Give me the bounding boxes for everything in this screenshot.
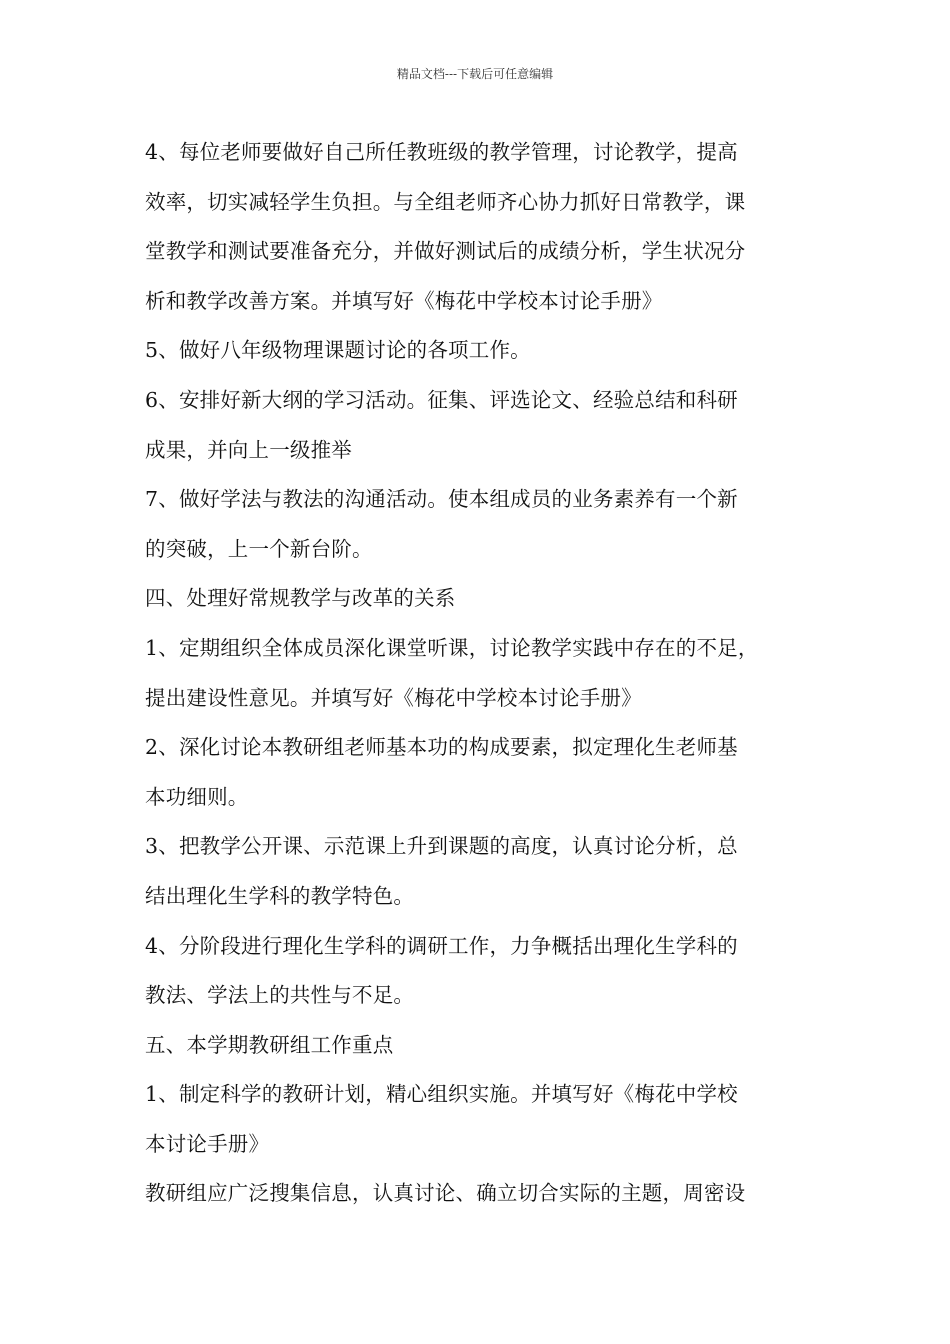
- text-line: 6、安排好新大纲的学习活动。征集、评选论文、经验总结和科研: [145, 387, 738, 412]
- text-line: 教法、学法上的共性与不足。: [145, 983, 415, 1008]
- text-line: 结出理化生学科的教学特色。: [145, 883, 415, 908]
- text-line: 效率，切实减轻学生负担。与全组老师齐心协力抓好日常教学，课: [145, 189, 746, 214]
- text-line: 教研组应广泛搜集信息，认真讨论、确立切合实际的主题，周密设: [145, 1181, 746, 1206]
- text-line: 5、做好八年级物理课题讨论的各项工作。: [145, 338, 531, 363]
- text-line: 1、定期组织全体成员深化课堂听课，讨论教学实践中存在的不足，: [145, 635, 759, 660]
- text-line: 的突破，上一个新台阶。: [145, 536, 373, 561]
- text-line: 1、制定科学的教研计划，精心组织实施。并填写好《梅花中学校: [145, 1082, 738, 1107]
- text-line: 2、深化讨论本教研组老师基本功的构成要素，拟定理化生老师基: [145, 735, 738, 760]
- text-line: 3、把教学公开课、示范课上升到课题的高度，认真讨论分析，总: [145, 834, 738, 859]
- document-body: [145, 128, 825, 1219]
- text-line: 7、做好学法与教法的沟通活动。使本组成员的业务素养有一个新: [145, 487, 738, 512]
- text-line: 堂教学和测试要准备充分，并做好测试后的成绩分析，学生状况分: [145, 239, 746, 264]
- text-line: 成果，并向上一级推举: [145, 437, 352, 462]
- text-line: 析和教学改善方案。并填写好《梅花中学校本讨论手册》: [145, 288, 663, 313]
- text-line: 4、分阶段进行理化生学科的调研工作，力争概括出理化生学科的: [145, 933, 738, 958]
- text-line: 本讨论手册》: [145, 1131, 270, 1156]
- text-line: 本功细则。: [145, 784, 249, 809]
- text-line: 4、每位老师要做好自己所任教班级的教学管理，讨论教学，提高: [145, 140, 738, 164]
- page-header: 精品文档---下载后可任意编辑: [396, 67, 554, 81]
- text-line: 提出建设性意见。并填写好《梅花中学校本讨论手册》: [145, 685, 642, 710]
- section-heading: 五、本学期教研组工作重点: [145, 1032, 394, 1057]
- section-heading: 四、处理好常规教学与改革的关系: [145, 586, 456, 611]
